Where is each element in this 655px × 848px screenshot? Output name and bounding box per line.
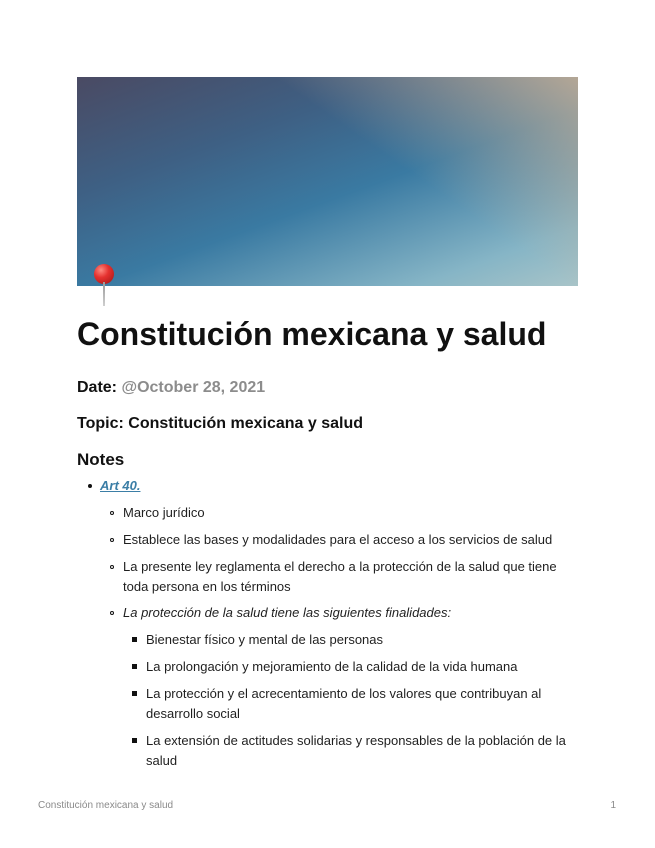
date-label: Date: [77, 379, 118, 396]
list-item-continuation: desarrollo social [146, 706, 240, 721]
bullet-icon [110, 565, 114, 569]
bullet-icon [132, 637, 137, 642]
bullet-icon [132, 691, 137, 696]
bullet-icon [132, 664, 137, 669]
topic-value: Constitución mexicana y salud [128, 415, 363, 432]
list-item: La extensión de actitudes solidarias y responsables de la población de la [146, 733, 566, 748]
page-title: Constitución mexicana y salud [77, 316, 547, 352]
list-item-continuation: salud [146, 753, 178, 768]
bullet-icon [110, 511, 114, 515]
list-item: La prolongación y mejoramiento de la calidad de la vida humana [146, 659, 518, 674]
notes-heading: Notes [77, 450, 125, 469]
date-value[interactable]: @October 28, 2021 [121, 379, 266, 396]
list-item: Establece las bases y modalidades para el acceso a los servicios de salud [123, 532, 553, 547]
cover-image [77, 77, 578, 286]
bullet-icon [110, 611, 114, 615]
bullet-icon [110, 538, 114, 542]
art-40-link[interactable]: Art 40. [100, 478, 141, 493]
list-item: La protección y el acrecentamiento de los valores que contribuyan al [146, 686, 542, 701]
list-item: Marco jurídico [123, 505, 205, 520]
topic-label: Topic: [77, 415, 124, 432]
list-item: La presente ley reglamenta el derecho a la protección de la salud que tiene [123, 559, 557, 574]
bullet-icon [132, 738, 137, 743]
list-item-continuation: toda persona en los términos [123, 579, 291, 594]
pushpin-icon [93, 264, 115, 310]
date-property [77, 379, 265, 397]
topic-property [77, 415, 363, 433]
list-item: Bienestar físico y mental de las personas [146, 632, 384, 647]
bullet-icon [88, 484, 92, 488]
footer-title: Constitución mexicana y salud [38, 800, 174, 811]
list-item: La protección de la salud tiene las siguientes finalidades: [123, 605, 452, 620]
page-number: 1 [610, 800, 616, 811]
